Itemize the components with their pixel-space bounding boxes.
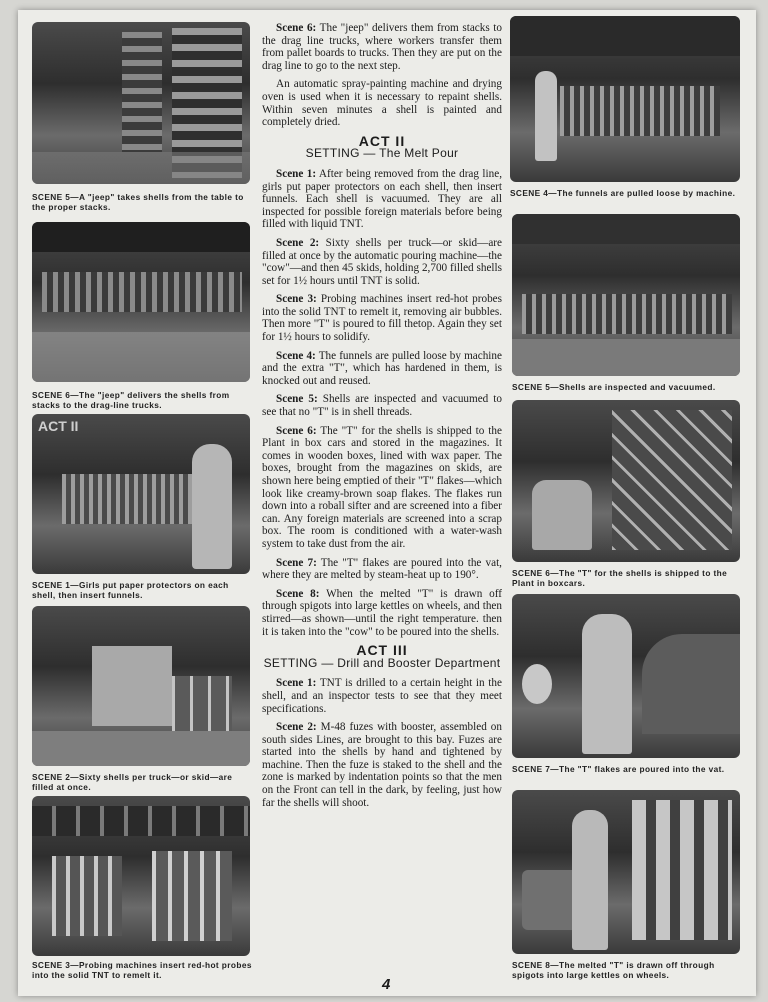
act2-scene-8: Scene 8: When the melted "T" is drawn off through spigots into large kettles on wheels, and then stirred—as shown—until the right temperature. then it is taken into the "cow" to be poured into the shells. (262, 587, 502, 638)
magazine-page (18, 10, 756, 996)
act2-scene-2: Scene 2: Sixty shells per truck—or skid—are filled at once by the automatic pouring machine—the "cow"—and then 45 skids, holding 2,700 filled shells set for 1½ hours until TNT is solid. (262, 236, 502, 287)
photo-act2-scene-6-boxcars (512, 400, 740, 562)
photo-act2-scene-3-probing (32, 796, 250, 956)
act-iii-heading: ACT III (356, 642, 408, 659)
caption-act2-scene-7: SCENE 7—The "T" flakes are poured into the vat. (512, 764, 725, 774)
photo-scene-5-jeep-stacks (32, 22, 250, 184)
photo-act2-scene-8-kettles (512, 790, 740, 954)
act-ii-setting: SETTING — The Melt Pour (305, 146, 459, 161)
act2-scene-6: Scene 6: The "T" for the shells is shipped to the Plant in box cars and stored in the magazines. It comes in wooden boxes, lined with wax paper. The boxes, brought from the magazines on skids, are shown here being emptied of their "T" flakes—which look like creamy-brown soap flakes. The flakes run down into a roball sifter and are screened into a fiber can. Any foreign materials are screened into a scrap box. The room is conditioned with a water-wash system to take dust from the air. (262, 424, 502, 550)
caption-act2-scene-3: SCENE 3—Probing machines insert red-hot probes into the solid TNT to remelt it. (32, 960, 252, 980)
act3-scene-1: Scene 1: TNT is drilled to a certain height in the shell, and an inspector tests to see that they meet specifications. (262, 677, 502, 715)
photo-scene-6-jeep-trucks (32, 222, 250, 382)
intro-paragraph-1: Scene 6: The "jeep" delivers them from stacks to the drag line trucks, where workers transfer them from pallet boards to trucks. Then they are put on the drag line to go to the next step. (262, 22, 502, 72)
act-ii-heading: ACT II (358, 132, 406, 149)
act2-scene-1: Scene 1: After being removed from the drag line, girls put paper protectors on each shell, then insert funnels. Each shell is vacuumed. They are all inspected for possible foreign materials before being filled with liquid TNT. (262, 167, 502, 231)
act-iii-setting: SETTING — Drill and Booster Department (263, 655, 501, 670)
photo-act2-scene-5-inspected (512, 214, 740, 376)
act2-scene-4: Scene 4: The funnels are pulled loose by machine and the extra "T", which has hardened in them, is knocked out and reused. (262, 349, 502, 387)
caption-act2-scene-8: SCENE 8—The melted "T" is drawn off through spigots into large kettles on wheels. (512, 960, 715, 980)
caption-act1-scene-5: SCENE 5—A "jeep" takes shells from the table to the proper stacks. (32, 192, 244, 212)
caption-act2-scene-5: SCENE 5—Shells are inspected and vacuumed. (512, 382, 716, 392)
caption-act2-scene-1: SCENE 1—Girls put paper protectors on each shell, then insert funnels. (32, 580, 229, 600)
caption-act2-scene-2: SCENE 2—Sixty shells per truck—or skid—are filled at once. (32, 772, 233, 792)
act2-scene-7: Scene 7: The "T" flakes are poured into the vat, where they are melted by steam-heat up to 190°. (262, 556, 502, 582)
act-ii-overlay: ACT II (38, 418, 79, 434)
photo-act2-scene-1-girls (32, 414, 250, 574)
article-text (262, 22, 502, 815)
photo-act2-scene-2-pouring (32, 606, 250, 766)
intro-paragraph-2: An automatic spray-painting machine and drying oven is used when it is necessary to repaint shells. Within seven minutes a shell is painted and completely dried. (262, 78, 502, 129)
photo-act2-scene-4-funnels (510, 16, 740, 182)
act2-scene-3: Scene 3: Probing machines insert red-hot probes into the solid TNT to remelt it, removing air bubbles. Then more "T" is poured to fill thetop. Again they set for 1½ hours to solidify. (262, 293, 502, 344)
page-number: 4 (382, 976, 391, 993)
act2-scene-5: Scene 5: Shells are inspected and vacuumed to see that no "T" is in shell threads. (262, 393, 503, 419)
act3-scene-2: Scene 2: M-48 fuzes with booster, assembled on south sides Lines, are brought to this bay. Fuzes are started into the shells by hand and tightened by machine. Then the fuze is staked to the shell and the zone is marked by indentation points so that the men on the Front can tell in the dark, by feeling, just how far the shells will shoot. (262, 721, 502, 809)
caption-act2-scene-4: SCENE 4—The funnels are pulled loose by machine. (510, 188, 736, 198)
photo-act2-scene-7-vat (512, 594, 740, 758)
caption-act2-scene-6: SCENE 6—The "T" for the shells is shipped to the Plant in boxcars. (512, 568, 728, 588)
caption-act1-scene-6: SCENE 6—The "jeep" delivers the shells from stacks to the drag-line trucks. (32, 390, 230, 410)
